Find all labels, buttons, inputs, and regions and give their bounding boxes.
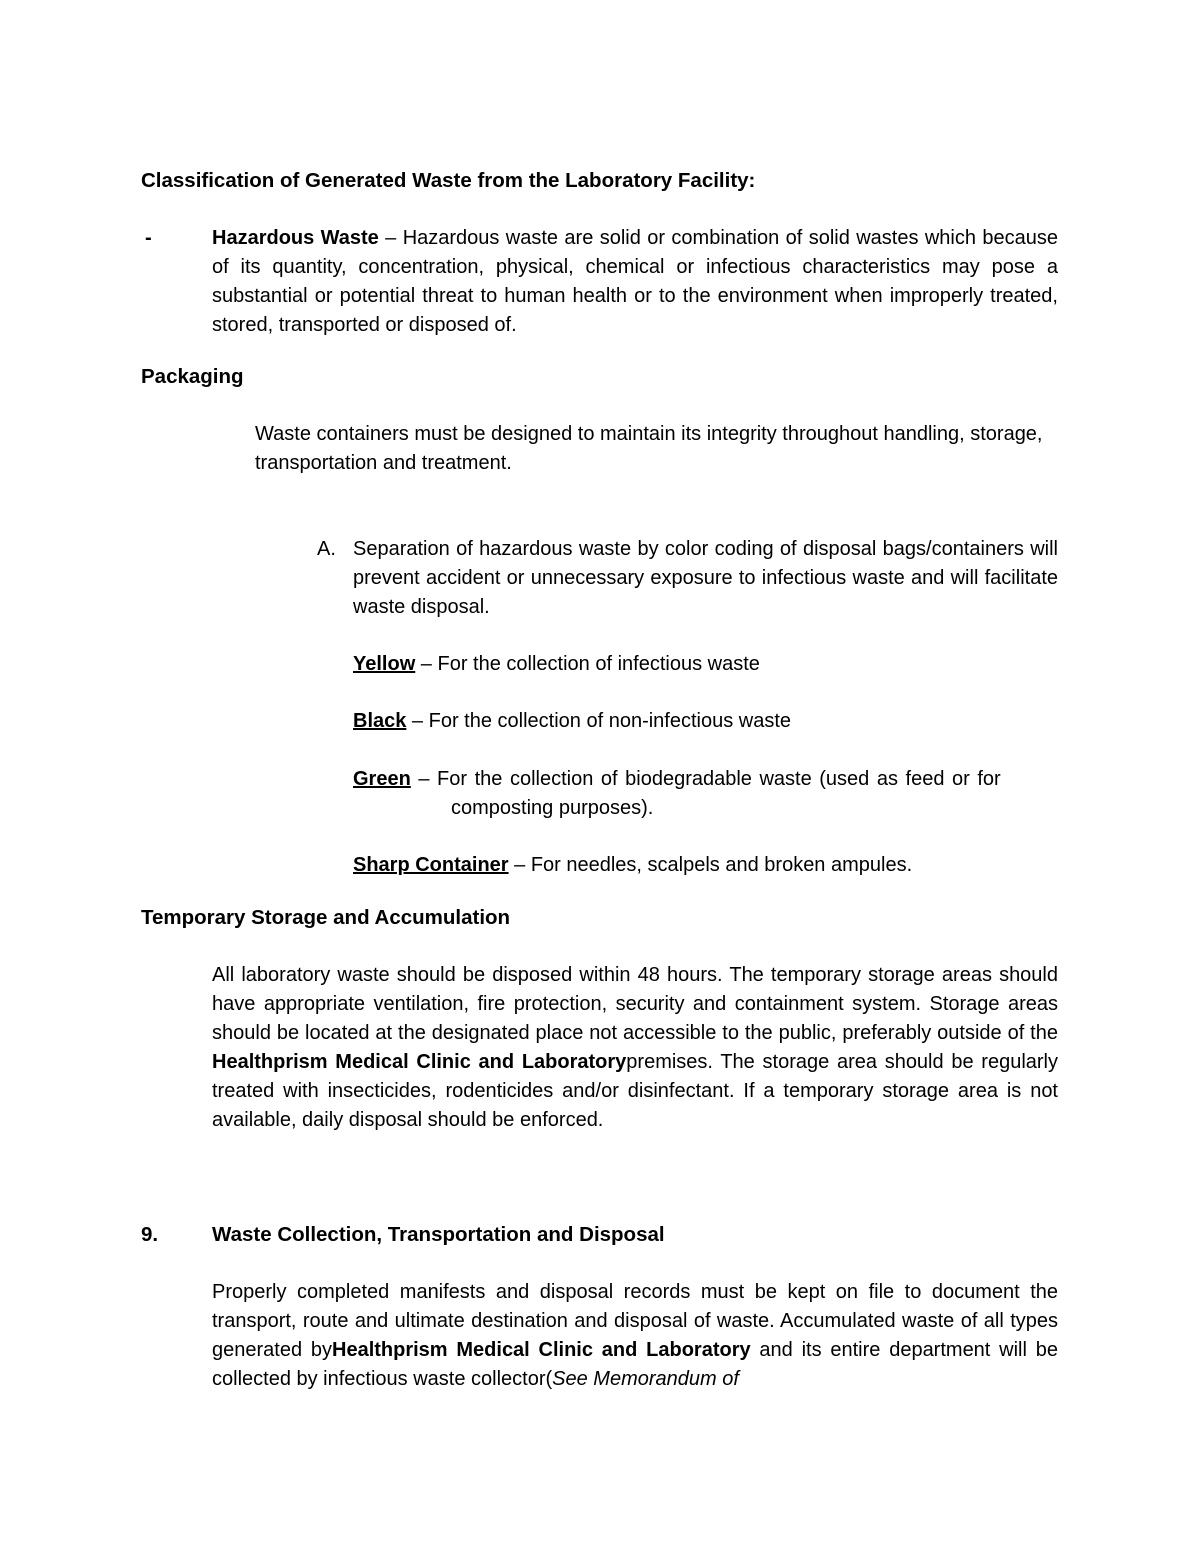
classification-heading: Classification of Generated Waste from the Laboratory Facility: (141, 169, 756, 192)
bullet-marker: - (145, 227, 152, 249)
item-a-marker: A. (317, 538, 336, 560)
item-a-text: Separation of hazardous waste by color coding of disposal bags/containers will prevent accident or unnecessary exposure to infectious waste and will facilitate waste disposal. (353, 538, 1058, 618)
hazardous-waste-paragraph (212, 224, 1058, 340)
packaging-paragraph: Waste containers must be designed to maintain its integrity throughout handling, storage, transportation and treatment. (255, 423, 1043, 474)
section-9-number: 9. (141, 1223, 159, 1246)
hazardous-waste-definition: – Hazardous waste are solid or combination of solid wastes which because of its quantity, concentration, physical, chemical or infectious characteristics may pose a substantial or potential threat to human health or to the environment when improperly treated, stored, transported or disposed of. (212, 227, 1058, 336)
code-black-text: – For the collection of non-infectious waste (406, 710, 792, 732)
code-black (353, 707, 1058, 736)
code-yellow (353, 650, 1058, 679)
code-green-continuation: composting purposes). (451, 797, 654, 819)
storage-paragraph (212, 961, 1058, 1135)
code-sharp-label: Sharp Container (353, 854, 509, 876)
section-9-text-mid: and its entire department will be collected by infectious waste collector( (212, 1339, 1058, 1390)
code-green-text: – For the collection of biodegradable waste (used as feed or for (410, 768, 1001, 790)
section-9-text-before: Properly completed manifests and disposal records must be kept on file to document the transport, route and ultimate destination and disposal of waste. Accumulated waste of all types generated by (212, 1281, 1058, 1361)
code-black-label: Black (353, 710, 407, 732)
section-9-paragraph (212, 1278, 1058, 1394)
code-yellow-label: Yellow (353, 653, 416, 675)
storage-entity: Healthprism Medical Clinic and Laboratory (212, 1051, 627, 1073)
code-yellow-text: – For the collection of infectious waste (415, 653, 760, 675)
packaging-heading: Packaging (141, 365, 244, 388)
code-sharp-text: – For needles, scalpels and broken ampules. (508, 854, 913, 876)
storage-text-after: premises. The storage area should be regularly treated with insecticides, rodenticides and/or disinfectant. If a temporary storage area is not available, daily disposal should be enforced. (212, 1051, 1059, 1131)
code-sharp (353, 851, 1058, 880)
storage-text-before: All laboratory waste should be disposed within 48 hours. The temporary storage areas should have appropriate ventilation, fire protection, security and containment system. Storage areas should be located at the designated place not accessible to the public, preferably outside of the (212, 964, 1058, 1044)
code-green-label: Green (353, 768, 411, 790)
code-green (353, 765, 1073, 794)
section-9-heading: Waste Collection, Transportation and Disposal (212, 1223, 665, 1246)
section-9-entity: Healthprism Medical Clinic and Laboratory (332, 1339, 751, 1361)
section-9-text-italic: See Memorandum of (552, 1368, 739, 1390)
storage-heading: Temporary Storage and Accumulation (141, 906, 511, 929)
hazardous-waste-term: Hazardous Waste (212, 227, 379, 249)
